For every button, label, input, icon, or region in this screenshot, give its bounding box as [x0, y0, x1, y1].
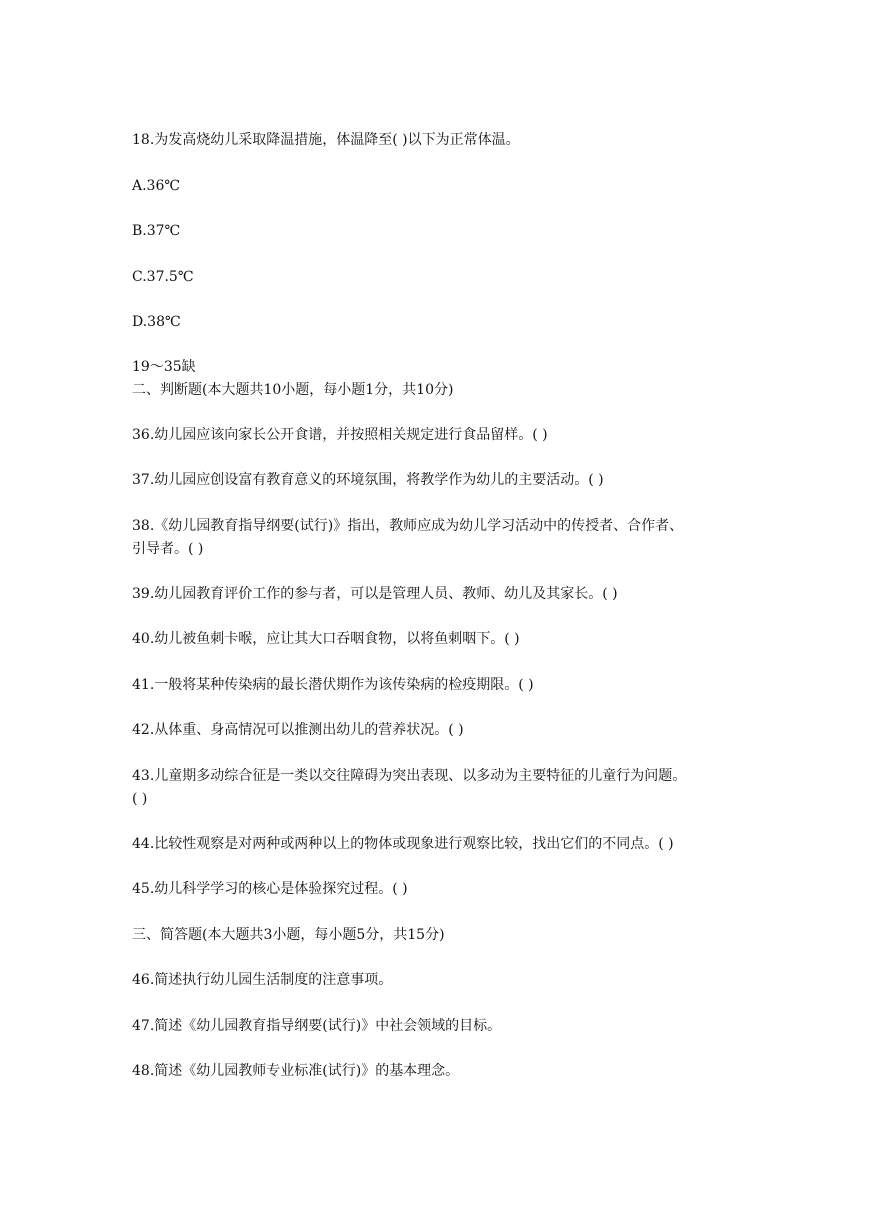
question-48: 48.简述《幼儿园教师专业标准(试行)》的基本理念。: [132, 1063, 460, 1079]
question-43-line-1: 43.儿童期多动综合征是一类以交往障碍为突出表现、以多动为主要特征的儿童行为问题。: [132, 768, 687, 784]
question-36: 36.幼儿园应该向家长公开食谱，并按照相关规定进行食品留样。( ): [132, 427, 548, 443]
question-38-line-2: 引导者。( ): [132, 541, 204, 557]
section-3-header: 三、简答题(本大题共3小题，每小题5分，共15分): [132, 927, 445, 943]
question-37: 37.幼儿园应创设富有教育意义的环境氛围，将教学作为幼儿的主要活动。( ): [132, 472, 604, 488]
question-43-line-2: ( ): [132, 791, 148, 807]
question-18-option-d: D.38℃: [132, 314, 181, 330]
section-2-header: 二、判断题(本大题共10小题，每小题1分，共10分): [132, 382, 454, 398]
question-18-option-c: C.37.5℃: [132, 269, 194, 285]
missing-questions-note: 19～35缺: [132, 359, 196, 375]
question-45: 45.幼儿科学学习的核心是体验探究过程。( ): [132, 881, 408, 897]
question-39: 39.幼儿园教育评价工作的参与者，可以是管理人员、教师、幼儿及其家长。( ): [132, 586, 618, 602]
question-46: 46.简述执行幼儿园生活制度的注意事项。: [132, 972, 393, 988]
question-41: 41.一般将某种传染病的最长潜伏期作为该传染病的检疫期限。( ): [132, 677, 534, 693]
question-47: 47.简述《幼儿园教育指导纲要(试行)》中社会领域的目标。: [132, 1018, 502, 1034]
question-18-option-b: B.37℃: [132, 223, 181, 239]
question-42: 42.从体重、身高情况可以推测出幼儿的营养状况。( ): [132, 722, 464, 738]
question-18-option-a: A.36℃: [132, 178, 181, 194]
question-40: 40.幼儿被鱼刺卡喉，应让其大口吞咽食物，以将鱼刺咽下。( ): [132, 631, 520, 647]
question-18-stem: 18.为发高烧幼儿采取降温措施，体温降至( )以下为正常体温。: [132, 132, 520, 148]
question-44: 44.比较性观察是对两种或两种以上的物体或现象进行观察比较，找出它们的不同点。( ): [132, 836, 674, 852]
question-38-line-1: 38.《幼儿园教育指导纲要(试行)》指出，教师应成为幼儿学习活动中的传授者、合作者、: [132, 518, 684, 534]
